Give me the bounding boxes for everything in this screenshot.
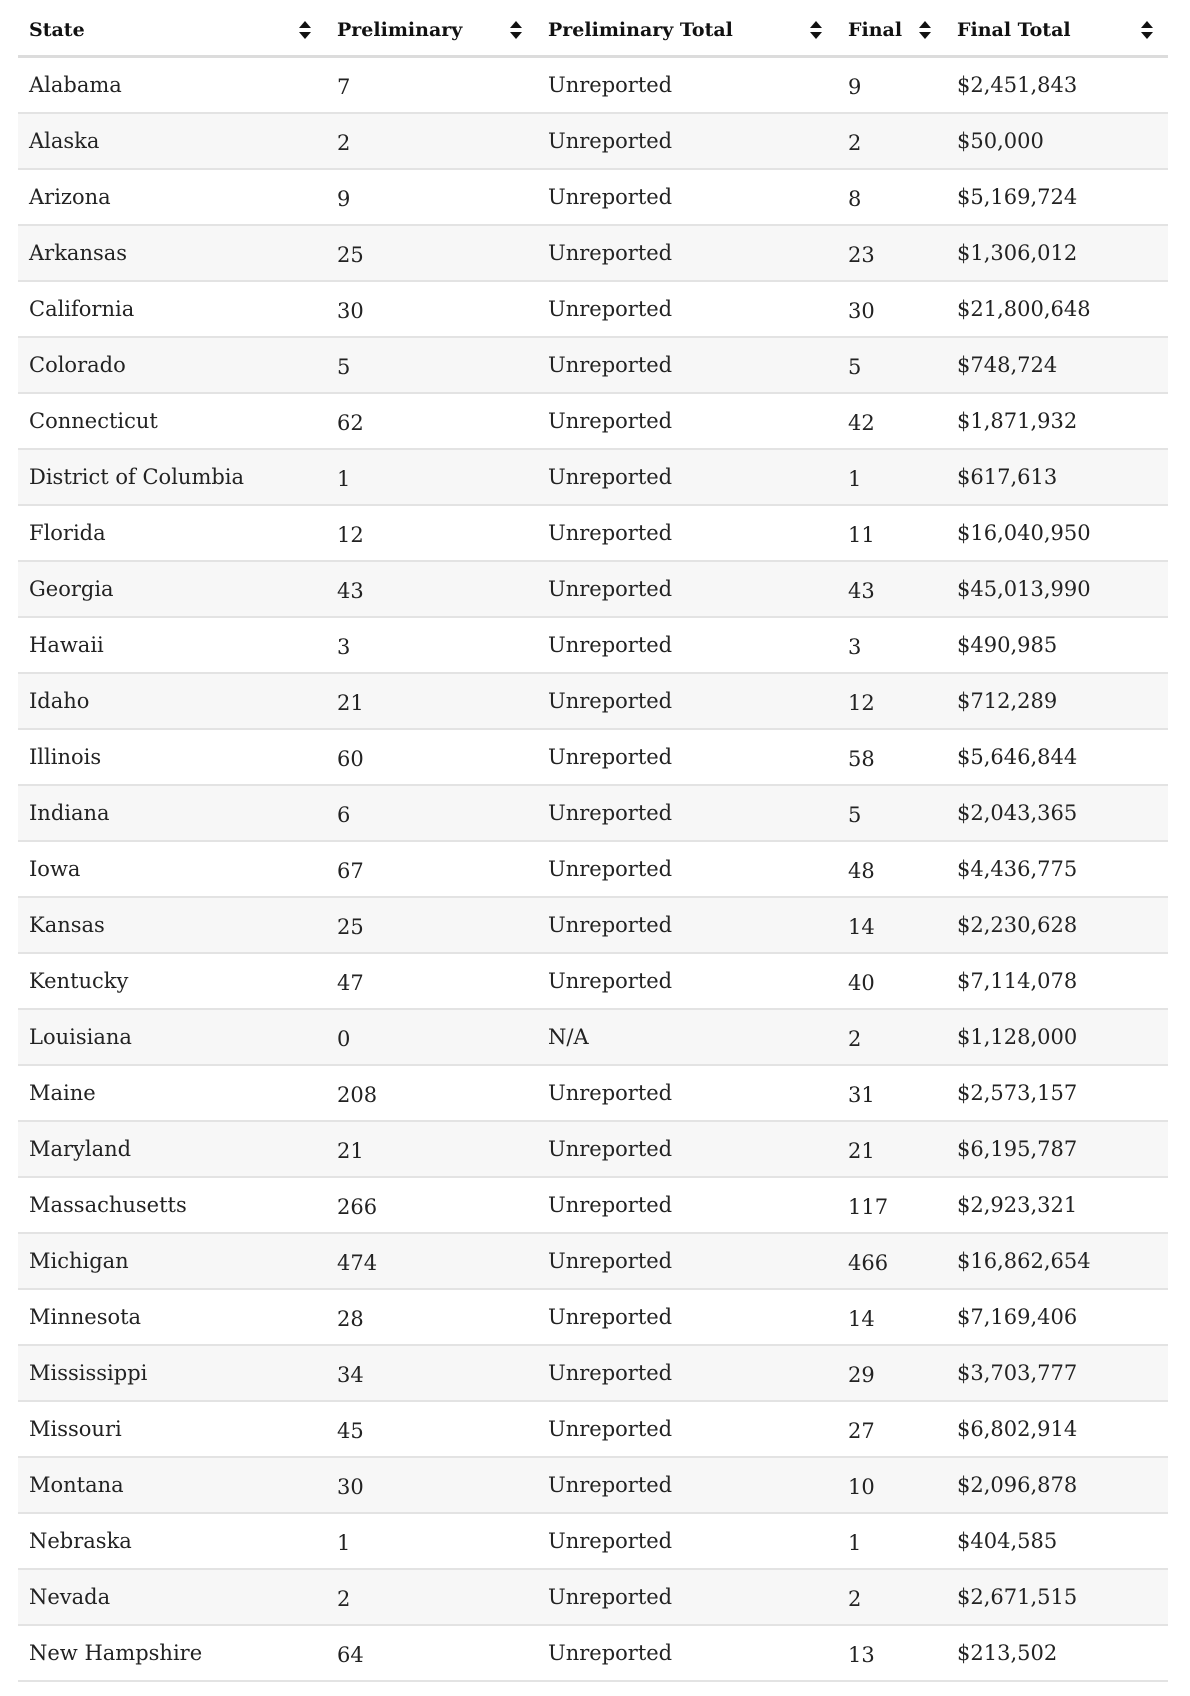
cell-preliminary: 25 bbox=[337, 915, 364, 939]
sort-icon[interactable] bbox=[918, 20, 932, 40]
cell-preliminary-total: Unreported bbox=[548, 745, 673, 769]
cell-preliminary: 2 bbox=[337, 1587, 351, 1611]
cell-final-total: $2,096,878 bbox=[957, 1473, 1078, 1497]
cell-state: Hawaii bbox=[29, 633, 104, 657]
cell-state: Connecticut bbox=[29, 409, 158, 433]
table-row bbox=[18, 954, 1168, 1010]
cell-preliminary: 3 bbox=[337, 635, 351, 659]
table-row bbox=[18, 786, 1168, 842]
cell-final: 2 bbox=[848, 131, 862, 155]
sort-icon[interactable] bbox=[509, 20, 523, 40]
cell-preliminary: 208 bbox=[337, 1083, 378, 1107]
cell-preliminary-total: Unreported bbox=[548, 409, 673, 433]
cell-final-total: $748,724 bbox=[957, 353, 1058, 377]
cell-preliminary-total: Unreported bbox=[548, 969, 673, 993]
cell-preliminary: 21 bbox=[337, 1139, 364, 1163]
table-row bbox=[18, 226, 1168, 282]
cell-final-total: $45,013,990 bbox=[957, 577, 1091, 601]
column-header-label: Final bbox=[848, 18, 903, 41]
cell-state: Georgia bbox=[29, 577, 114, 601]
table-row bbox=[18, 506, 1168, 562]
cell-preliminary-total: Unreported bbox=[548, 241, 673, 265]
cell-final-total: $16,862,654 bbox=[957, 1249, 1091, 1273]
cell-preliminary-total: Unreported bbox=[548, 633, 673, 657]
table-row bbox=[18, 170, 1168, 226]
cell-preliminary: 21 bbox=[337, 691, 364, 715]
cell-preliminary: 30 bbox=[337, 299, 364, 323]
cell-preliminary-total: N/A bbox=[548, 1025, 589, 1049]
cell-final: 12 bbox=[848, 691, 875, 715]
column-header-final[interactable] bbox=[837, 19, 946, 41]
cell-preliminary-total: Unreported bbox=[548, 1641, 673, 1665]
cell-final-total: $6,802,914 bbox=[957, 1417, 1078, 1441]
cell-state: Colorado bbox=[29, 353, 126, 377]
cell-final: 1 bbox=[848, 1531, 862, 1555]
table-row bbox=[18, 562, 1168, 618]
cell-preliminary: 7 bbox=[337, 75, 351, 99]
cell-preliminary-total: Unreported bbox=[548, 353, 673, 377]
cell-preliminary: 43 bbox=[337, 579, 364, 603]
cell-preliminary: 12 bbox=[337, 523, 364, 547]
cell-state: Idaho bbox=[29, 689, 90, 713]
cell-final-total: $50,000 bbox=[957, 129, 1044, 153]
cell-final: 14 bbox=[848, 915, 875, 939]
cell-state: Missouri bbox=[29, 1417, 122, 1441]
cell-final-total: $1,128,000 bbox=[957, 1025, 1078, 1049]
cell-final-total: $7,169,406 bbox=[957, 1305, 1078, 1329]
table-row bbox=[18, 674, 1168, 730]
cell-preliminary-total: Unreported bbox=[548, 521, 673, 545]
cell-preliminary: 2 bbox=[337, 131, 351, 155]
table-row bbox=[18, 898, 1168, 954]
cell-final-total: $2,671,515 bbox=[957, 1585, 1078, 1609]
table-row bbox=[18, 1178, 1168, 1234]
cell-preliminary: 60 bbox=[337, 747, 364, 771]
cell-preliminary: 474 bbox=[337, 1251, 378, 1275]
cell-final-total: $2,923,321 bbox=[957, 1193, 1078, 1217]
cell-final-total: $7,114,078 bbox=[957, 969, 1078, 993]
cell-preliminary: 34 bbox=[337, 1363, 364, 1387]
table-row bbox=[18, 450, 1168, 506]
cell-state: Maine bbox=[29, 1081, 96, 1105]
cell-preliminary-total: Unreported bbox=[548, 465, 673, 489]
cell-preliminary-total: Unreported bbox=[548, 1137, 673, 1161]
cell-preliminary: 9 bbox=[337, 187, 351, 211]
cell-preliminary-total: Unreported bbox=[548, 1081, 673, 1105]
cell-final-total: $490,985 bbox=[957, 633, 1058, 657]
cell-final-total: $1,306,012 bbox=[957, 241, 1078, 265]
cell-state: Maryland bbox=[29, 1137, 132, 1161]
cell-preliminary-total: Unreported bbox=[548, 1529, 673, 1553]
cell-preliminary-total: Unreported bbox=[548, 1417, 673, 1441]
table-row bbox=[18, 730, 1168, 786]
cell-final-total: $5,169,724 bbox=[957, 185, 1078, 209]
table-row bbox=[18, 114, 1168, 170]
cell-final-total: $3,703,777 bbox=[957, 1361, 1078, 1385]
table-row bbox=[18, 1346, 1168, 1402]
table-row bbox=[18, 1402, 1168, 1458]
cell-preliminary-total: Unreported bbox=[548, 857, 673, 881]
cell-state: Arkansas bbox=[29, 241, 128, 265]
sort-icon[interactable] bbox=[1140, 20, 1154, 40]
column-header-label: Final Total bbox=[957, 18, 1071, 41]
cell-preliminary: 28 bbox=[337, 1307, 364, 1331]
cell-final-total: $712,289 bbox=[957, 689, 1058, 713]
cell-final: 13 bbox=[848, 1643, 875, 1667]
cell-preliminary-total: Unreported bbox=[548, 577, 673, 601]
column-header-preliminary-total[interactable] bbox=[537, 19, 837, 41]
cell-final: 1 bbox=[848, 467, 862, 491]
cell-final: 48 bbox=[848, 859, 875, 883]
cell-preliminary-total: Unreported bbox=[548, 801, 673, 825]
cell-final-total: $404,585 bbox=[957, 1529, 1058, 1553]
table-row bbox=[18, 1514, 1168, 1570]
cell-state: Nebraska bbox=[29, 1529, 132, 1553]
cell-final: 9 bbox=[848, 75, 862, 99]
cell-state: Minnesota bbox=[29, 1305, 142, 1329]
cell-final: 3 bbox=[848, 635, 862, 659]
cell-preliminary-total: Unreported bbox=[548, 1305, 673, 1329]
table-row bbox=[18, 1066, 1168, 1122]
cell-state: Louisiana bbox=[29, 1025, 132, 1049]
cell-final-total: $16,040,950 bbox=[957, 521, 1091, 545]
column-header-final-total[interactable] bbox=[946, 19, 1168, 41]
cell-state: Massachusetts bbox=[29, 1193, 187, 1217]
cell-preliminary-total: Unreported bbox=[548, 129, 673, 153]
data-table bbox=[18, 4, 1168, 1682]
cell-final: 23 bbox=[848, 243, 875, 267]
cell-final-total: $213,502 bbox=[957, 1641, 1058, 1665]
cell-final: 29 bbox=[848, 1363, 875, 1387]
cell-final-total: $6,195,787 bbox=[957, 1137, 1078, 1161]
cell-preliminary-total: Unreported bbox=[548, 913, 673, 937]
cell-final: 2 bbox=[848, 1587, 862, 1611]
table-body bbox=[18, 58, 1168, 1682]
table-row bbox=[18, 1290, 1168, 1346]
cell-final: 31 bbox=[848, 1083, 875, 1107]
cell-state: New Hampshire bbox=[29, 1641, 203, 1665]
cell-preliminary: 1 bbox=[337, 1531, 351, 1555]
cell-state: Kentucky bbox=[29, 969, 129, 993]
cell-final: 10 bbox=[848, 1475, 875, 1499]
table-header-row bbox=[18, 4, 1168, 58]
cell-state: California bbox=[29, 297, 135, 321]
cell-final: 8 bbox=[848, 187, 862, 211]
cell-preliminary: 64 bbox=[337, 1643, 364, 1667]
column-header-label: Preliminary bbox=[337, 18, 463, 41]
cell-final: 11 bbox=[848, 523, 875, 547]
table-row bbox=[18, 618, 1168, 674]
cell-final: 117 bbox=[848, 1195, 889, 1219]
column-header-label: Preliminary Total bbox=[548, 18, 733, 41]
cell-preliminary: 1 bbox=[337, 467, 351, 491]
cell-final-total: $2,230,628 bbox=[957, 913, 1078, 937]
cell-state: Arizona bbox=[29, 185, 111, 209]
cell-state: Mississippi bbox=[29, 1361, 148, 1385]
cell-preliminary: 25 bbox=[337, 243, 364, 267]
cell-preliminary: 47 bbox=[337, 971, 364, 995]
cell-final: 5 bbox=[848, 355, 862, 379]
cell-final: 14 bbox=[848, 1307, 875, 1331]
cell-state: Nevada bbox=[29, 1585, 111, 1609]
cell-final: 40 bbox=[848, 971, 875, 995]
cell-state: District of Columbia bbox=[29, 465, 245, 489]
cell-state: Montana bbox=[29, 1473, 124, 1497]
cell-preliminary-total: Unreported bbox=[548, 1473, 673, 1497]
cell-final: 27 bbox=[848, 1419, 875, 1443]
cell-final: 43 bbox=[848, 579, 875, 603]
cell-preliminary: 266 bbox=[337, 1195, 378, 1219]
cell-final-total: $2,451,843 bbox=[957, 73, 1078, 97]
sort-icon[interactable] bbox=[809, 20, 823, 40]
cell-final-total: $617,613 bbox=[957, 465, 1058, 489]
cell-state: Michigan bbox=[29, 1249, 129, 1273]
cell-preliminary-total: Unreported bbox=[548, 73, 673, 97]
cell-final-total: $2,573,157 bbox=[957, 1081, 1078, 1105]
cell-final: 58 bbox=[848, 747, 875, 771]
cell-state: Kansas bbox=[29, 913, 105, 937]
cell-final: 42 bbox=[848, 411, 875, 435]
column-header-preliminary[interactable] bbox=[326, 19, 537, 41]
cell-final: 5 bbox=[848, 803, 862, 827]
table-row bbox=[18, 1122, 1168, 1178]
cell-preliminary-total: Unreported bbox=[548, 689, 673, 713]
cell-preliminary-total: Unreported bbox=[548, 1585, 673, 1609]
table-row bbox=[18, 1626, 1168, 1682]
cell-state: Alabama bbox=[29, 73, 122, 97]
sort-icon[interactable] bbox=[298, 20, 312, 40]
table-row bbox=[18, 842, 1168, 898]
cell-preliminary: 0 bbox=[337, 1027, 351, 1051]
table-row bbox=[18, 1570, 1168, 1626]
cell-preliminary-total: Unreported bbox=[548, 185, 673, 209]
cell-preliminary: 67 bbox=[337, 859, 364, 883]
cell-final-total: $5,646,844 bbox=[957, 745, 1078, 769]
cell-final: 30 bbox=[848, 299, 875, 323]
cell-final-total: $21,800,648 bbox=[957, 297, 1091, 321]
cell-preliminary: 6 bbox=[337, 803, 351, 827]
cell-final: 2 bbox=[848, 1027, 862, 1051]
table-row bbox=[18, 338, 1168, 394]
cell-final: 466 bbox=[848, 1251, 889, 1275]
cell-final-total: $4,436,775 bbox=[957, 857, 1078, 881]
cell-final-total: $1,871,932 bbox=[957, 409, 1078, 433]
table-row bbox=[18, 1458, 1168, 1514]
table-row bbox=[18, 1010, 1168, 1066]
cell-preliminary: 5 bbox=[337, 355, 351, 379]
cell-state: Iowa bbox=[29, 857, 81, 881]
column-header-label: State bbox=[29, 18, 85, 41]
cell-preliminary: 30 bbox=[337, 1475, 364, 1499]
cell-preliminary-total: Unreported bbox=[548, 297, 673, 321]
cell-preliminary-total: Unreported bbox=[548, 1361, 673, 1385]
cell-preliminary: 45 bbox=[337, 1419, 364, 1443]
cell-state: Florida bbox=[29, 521, 106, 545]
table-row bbox=[18, 58, 1168, 114]
cell-preliminary-total: Unreported bbox=[548, 1193, 673, 1217]
cell-final-total: $2,043,365 bbox=[957, 801, 1078, 825]
cell-preliminary: 62 bbox=[337, 411, 364, 435]
cell-final: 21 bbox=[848, 1139, 875, 1163]
table-row bbox=[18, 394, 1168, 450]
table-row bbox=[18, 1234, 1168, 1290]
table-row bbox=[18, 282, 1168, 338]
cell-state: Indiana bbox=[29, 801, 110, 825]
cell-state: Illinois bbox=[29, 745, 102, 769]
column-header-state[interactable] bbox=[18, 19, 326, 41]
cell-state: Alaska bbox=[29, 129, 100, 153]
cell-preliminary-total: Unreported bbox=[548, 1249, 673, 1273]
